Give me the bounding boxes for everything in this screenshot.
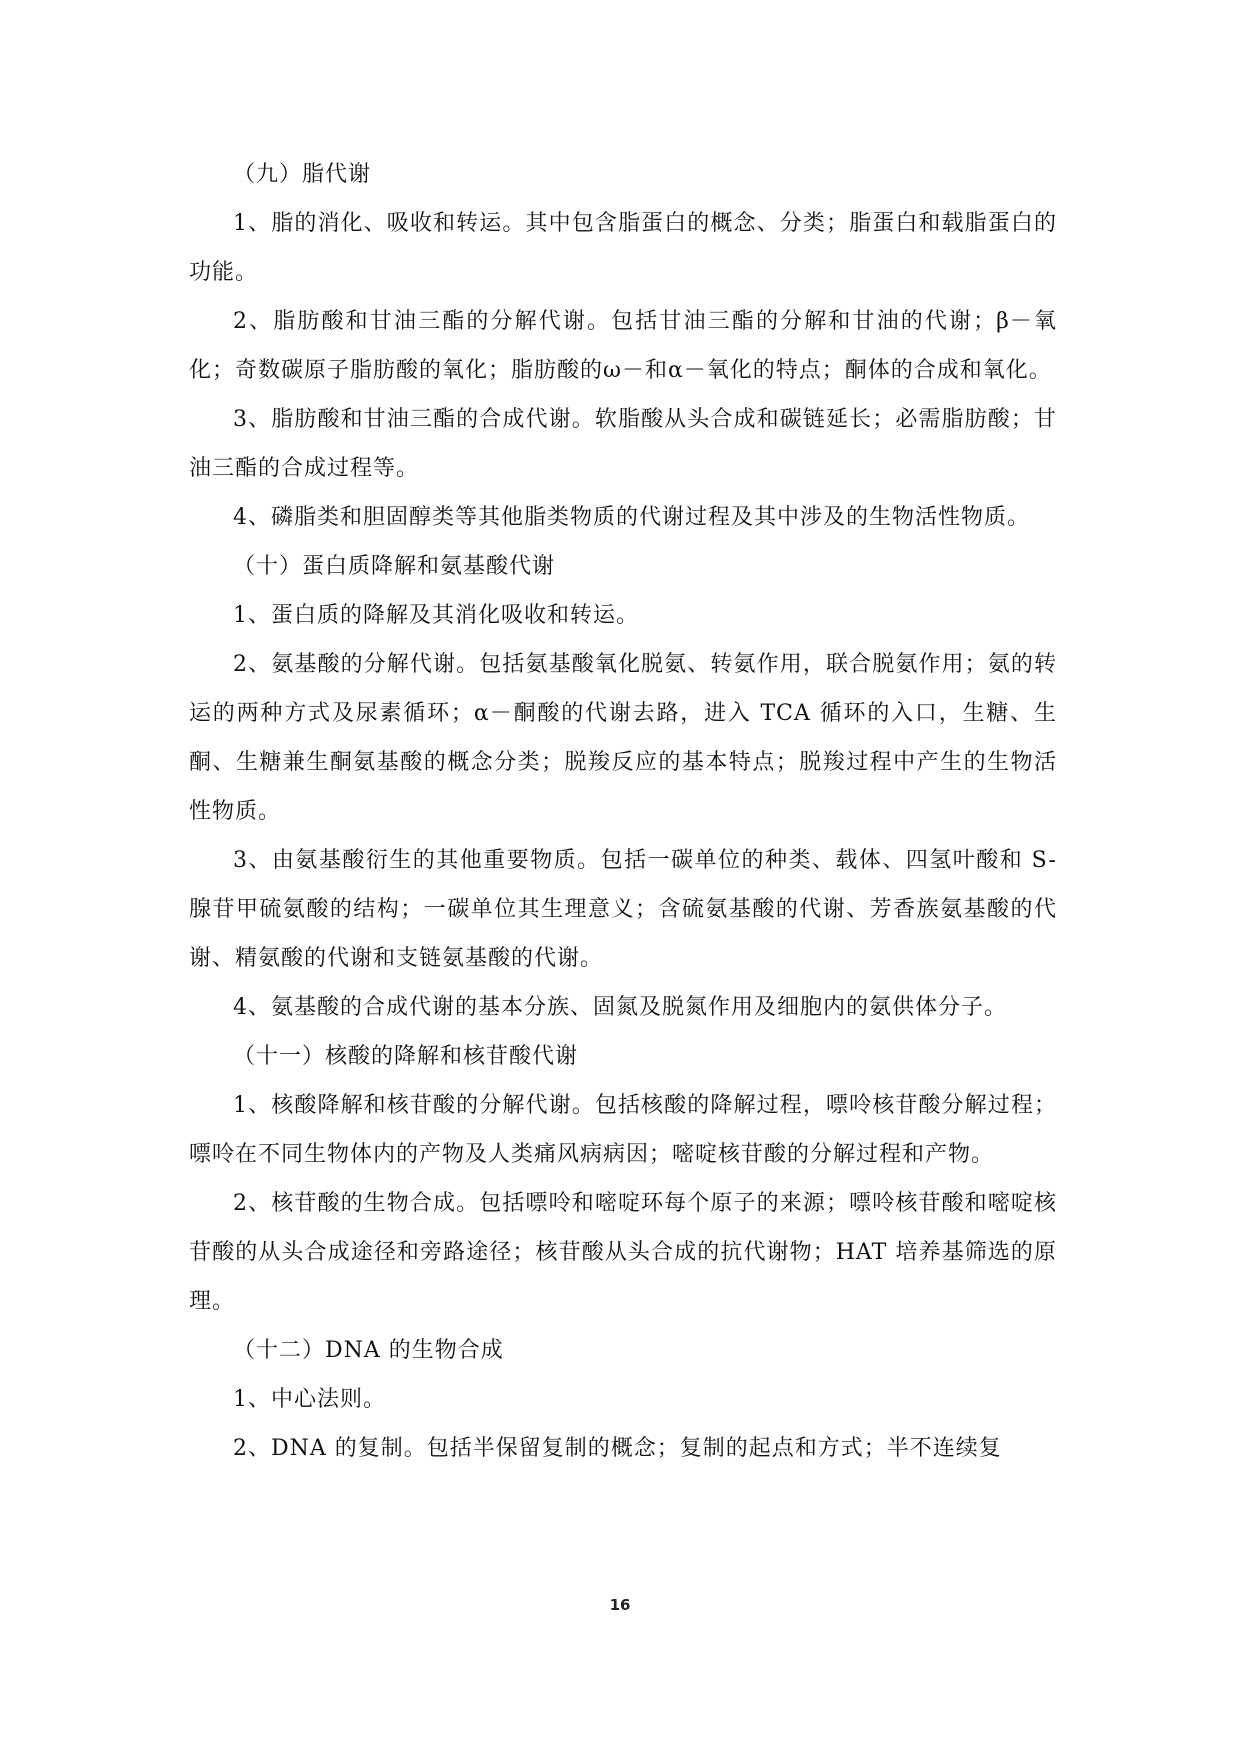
paragraph: 2、DNA 的复制。包括半保留复制的概念；复制的起点和方式；半不连续复 [233, 1436, 1002, 1461]
paragraph: 2、核苷酸的生物合成。包括嘌呤和嘧啶环每个原子的来源；嘌呤核苷酸和嘧啶核苷酸的从头合成途径和旁路途径；核苷酸从头合成的抗代谢物；HAT 培养基筛选的原理。 [189, 1191, 1057, 1314]
paragraph: 1、中心法则。 [233, 1387, 386, 1412]
section-heading-nucleotide-metabolism: （十一）核酸的降解和核苷酸代谢 [233, 1044, 579, 1069]
section-heading-dna-synthesis: （十二）DNA 的生物合成 [233, 1338, 504, 1363]
paragraph: 2、脂肪酸和甘油三酯的分解代谢。包括甘油三酯的分解和甘油的代谢；β－氧化；奇数碳原子脂肪酸的氧化；脂肪酸的ω－和α－氧化的特点；酮体的合成和氧化。 [189, 309, 1057, 383]
paragraph: 3、由氨基酸衍生的其他重要物质。包括一碳单位的种类、载体、四氢叶酸和 S-腺苷甲硫氨酸的结构；一碳单位其生理意义；含硫氨基酸的代谢、芳香族氨基酸的代谢、精氨酸的代谢和支链氨基酸的代谢。 [189, 848, 1057, 971]
paragraph: 2、氨基酸的分解代谢。包括氨基酸氧化脱氨、转氨作用，联合脱氨作用；氨的转运的两种方式及尿素循环；α－酮酸的代谢去路，进入 TCA 循环的入口，生糖、生酮、生糖兼生酮氨基酸的概念分类；脱羧反应的基本特点；脱羧过程中产生的生物活性物质。 [189, 652, 1057, 824]
page-content [189, 150, 1057, 1473]
paragraph: 1、脂的消化、吸收和转运。其中包含脂蛋白的概念、分类；脂蛋白和载脂蛋白的功能。 [189, 211, 1057, 285]
paragraph: 1、核酸降解和核苷酸的分解代谢。包括核酸的降解过程，嘌呤核苷酸分解过程；嘌呤在不同生物体内的产物及人类痛风病病因；嘧啶核苷酸的分解过程和产物。 [189, 1093, 1057, 1167]
paragraph: 4、磷脂类和胆固醇类等其他脂类物质的代谢过程及其中涉及的生物活性物质。 [233, 505, 1030, 530]
paragraph: 1、蛋白质的降解及其消化吸收和转运。 [233, 603, 639, 628]
section-heading-lipid-metabolism: （九）脂代谢 [233, 162, 372, 187]
paragraph: 3、脂肪酸和甘油三酯的合成代谢。软脂酸从头合成和碳链延长；必需脂肪酸；甘油三酯的合成过程等。 [189, 407, 1057, 481]
page-number: 16 [609, 1596, 631, 1614]
section-heading-protein-degradation: （十）蛋白质降解和氨基酸代谢 [233, 554, 556, 579]
paragraph: 4、氨基酸的合成代谢的基本分族、固氮及脱氮作用及细胞内的氨供体分子。 [233, 995, 1007, 1020]
